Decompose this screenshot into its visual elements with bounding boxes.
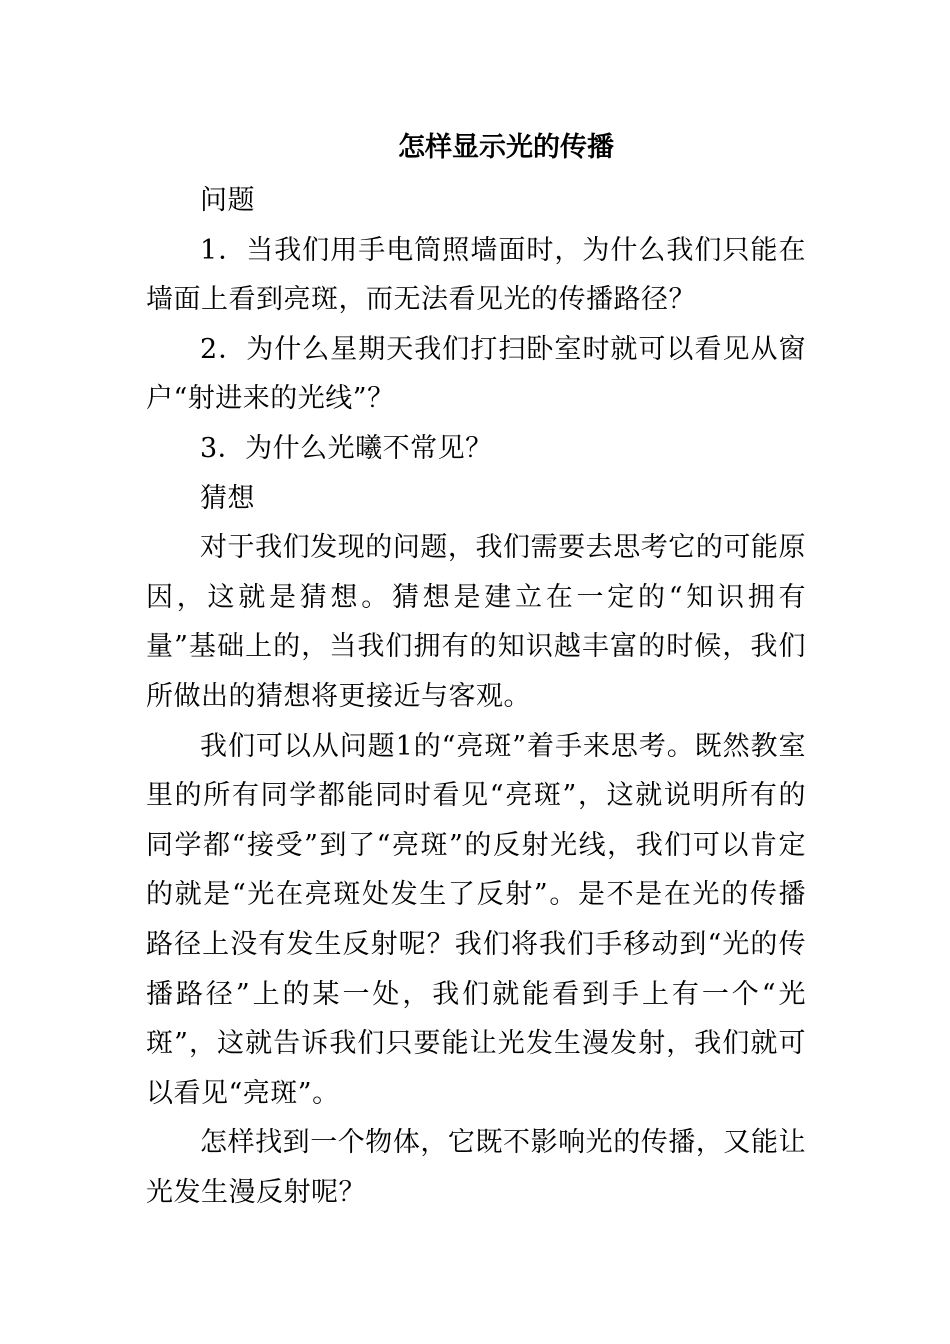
- hypothesis-paragraph-1: 对于我们发现的问题，我们需要去思考它的可能原因，这就是猜想。猜想是建立在一定的“知识拥有量”基础上的，当我们拥有的知识越丰富的时候，我们所做出的猜想将更接近与客观。: [146, 532, 806, 712]
- document-title: 怎样显示光的传播: [398, 132, 614, 163]
- hypothesis-paragraph-2: 我们可以从问题1的“亮斑”着手来思考。既然教室里的所有同学都能同时看见“亮斑”，这就说明所有的同学都“接受”到了“亮斑”的反射光线，我们可以肯定的就是“光在亮斑处发生了反射”。是不是在光的传播路径上没有发生反射呢？我们将我们手移动到“光的传播路径”上的某一处，我们就能看到手上有一个“光斑”，这就告诉我们只要能让光发生漫发射，我们就可以看见“亮斑”。: [146, 730, 806, 1109]
- heading-question: 问题: [200, 185, 255, 216]
- hypothesis-paragraph-3: 怎样找到一个物体，它既不影响光的传播，又能让光发生漫反射呢？: [146, 1127, 806, 1208]
- heading-hypothesis: 猜想: [200, 482, 255, 514]
- question-3: 3．为什么光曦不常见？: [200, 432, 493, 464]
- document-page: [146, 128, 806, 1217]
- question-2: 2．为什么星期天我们打扫卧室时就可以看见从窗户“射进来的光线”？: [146, 333, 806, 415]
- question-1: 1．当我们用手电筒照墙面时，为什么我们只能在墙面上看到亮斑，而无法看见光的传播路径？: [146, 234, 806, 316]
